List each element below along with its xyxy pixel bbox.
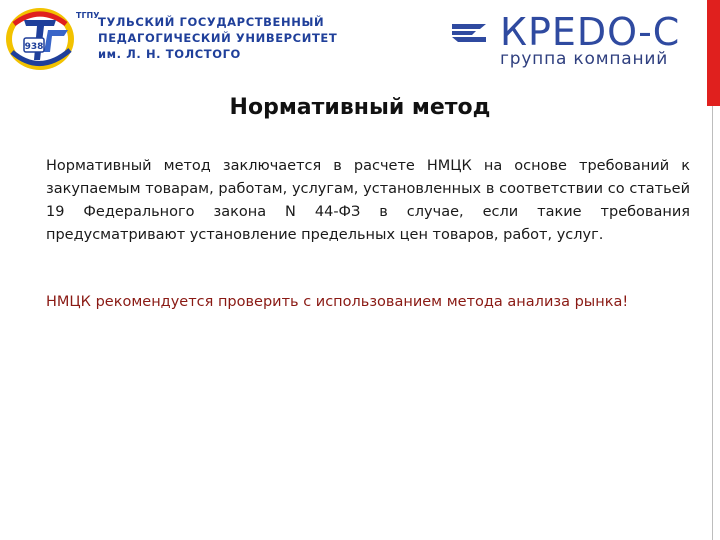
slide-title: Нормативный метод [229, 95, 491, 120]
slide-paragraph: Нормативный метод заключается в расчете НМЦК на основе требований к закупаемым товарам, работам, услугам, установленных в соответствии со статьей 19 Федерального закона N 44-ФЗ в случае, если такие требования предусматривают установление предельных цен товаров, работ, услуг. [46, 158, 690, 243]
kredo-stripes-icon [448, 20, 490, 46]
university-name [98, 14, 337, 62]
university-name-line1: ТУЛЬСКИЙ ГОСУДАРСТВЕННЫЙ [98, 15, 325, 29]
company-logo [448, 10, 710, 69]
emblem-number: 938 [24, 42, 44, 52]
university-emblem-icon [4, 6, 100, 72]
accent-bar [707, 0, 720, 106]
slide-note: НМЦК рекомендуется проверить с использованием метода анализа рынка! [46, 294, 629, 310]
side-divider [712, 106, 713, 540]
emblem-text: ТГПУ [76, 11, 100, 20]
company-wordmark: КРЕDО-С [500, 10, 681, 54]
company-subtitle: группа компаний [500, 49, 669, 69]
university-name-line2: ПЕДАГОГИЧЕСКИЙ УНИВЕРСИТЕТ [98, 31, 338, 45]
university-name-line3: им. Л. Н. ТОЛСТОГО [98, 47, 241, 61]
